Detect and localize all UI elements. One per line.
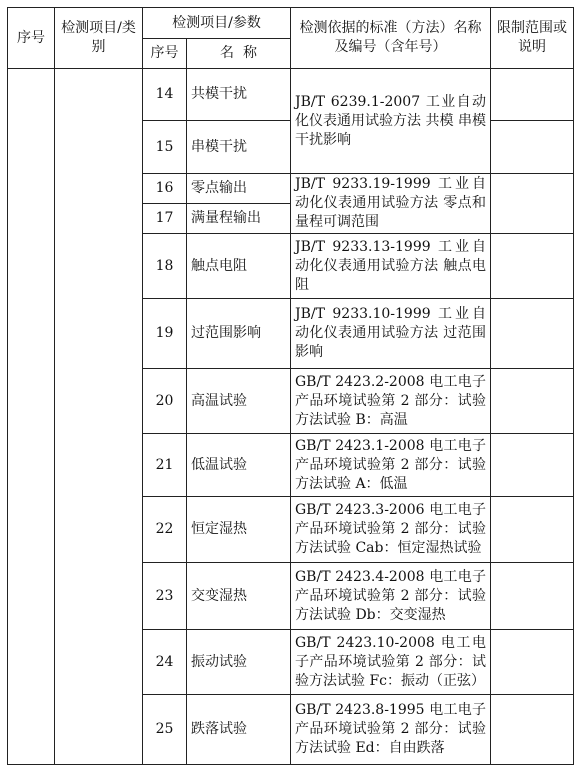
standard-cell: GB/T 2423.1-2008 电工电子产品环境试验第 2 部分：试验方法试验 A：低温	[291, 434, 491, 497]
row-number: 18	[143, 234, 187, 299]
item-name: 共模干扰	[187, 69, 291, 121]
standard-cell: JB/T 9233.10-1999 工业自动化仪表通用试验方法 过范围影响	[291, 299, 491, 369]
limit-cell	[491, 69, 574, 121]
limit-cell	[491, 234, 574, 299]
item-name: 跌落试验	[187, 695, 291, 765]
item-name: 振动试验	[187, 630, 291, 695]
standard-cell: GB/T 2423.2-2008 电工电子产品环境试验第 2 部分：试验方法试验 B：高温	[291, 369, 491, 434]
item-name: 恒定湿热	[187, 497, 291, 563]
row-number: 24	[143, 630, 187, 695]
row-number: 23	[143, 563, 187, 630]
item-name: 交变湿热	[187, 563, 291, 630]
row-number: 15	[143, 121, 187, 174]
limit-cell	[491, 299, 574, 369]
header-serial: 序号	[8, 8, 55, 69]
row-number: 14	[143, 69, 187, 121]
standard-cell: GB/T 2423.10-2008 电工电子产品环境试验第 2 部分：试验方法试验 Fc：振动（正弦）	[291, 630, 491, 695]
header-limit: 限制范围或说明	[491, 8, 574, 69]
table-row	[8, 69, 574, 121]
limit-cell	[491, 497, 574, 563]
row-number: 21	[143, 434, 187, 497]
header-item-category: 检测项目/类别	[55, 8, 143, 69]
header-sub-name: 名 称	[187, 39, 291, 69]
serial-cell	[8, 69, 55, 765]
header-item-param: 检测项目/参数	[143, 8, 291, 39]
test-items-table	[7, 7, 574, 765]
limit-cell	[491, 369, 574, 434]
row-number: 19	[143, 299, 187, 369]
limit-cell	[491, 630, 574, 695]
item-name: 零点输出	[187, 174, 291, 204]
spec-sheet	[7, 7, 573, 764]
item-name: 满量程输出	[187, 204, 291, 234]
header-row	[8, 8, 574, 39]
item-name: 触点电阻	[187, 234, 291, 299]
row-number: 22	[143, 497, 187, 563]
standard-cell: JB/T 9233.19-1999 工业自动化仪表通用试验方法 零点和量程可调范围	[291, 174, 491, 234]
header-sub-serial: 序号	[143, 39, 187, 69]
row-number: 16	[143, 174, 187, 204]
row-number: 25	[143, 695, 187, 765]
row-number: 20	[143, 369, 187, 434]
item-name: 低温试验	[187, 434, 291, 497]
row-number: 17	[143, 204, 187, 234]
standard-cell: GB/T 2423.8-1995 电工电子产品环境试验第 2 部分：试验方法试验 Ed：自由跌落	[291, 695, 491, 765]
limit-cell	[491, 563, 574, 630]
item-name: 过范围影响	[187, 299, 291, 369]
standard-cell: GB/T 2423.3-2006 电工电子产品环境试验第 2 部分：试验方法试验 Cab：恒定湿热试验	[291, 497, 491, 563]
standard-cell: JB/T 9233.13-1999 工业自动化仪表通用试验方法 触点电阻	[291, 234, 491, 299]
item-name: 高温试验	[187, 369, 291, 434]
limit-cell	[491, 174, 574, 234]
header-standard: 检测依据的标准（方法）名称及编号（含年号）	[291, 8, 491, 69]
limit-cell	[491, 695, 574, 765]
standard-cell: GB/T 2423.4-2008 电工电子产品环境试验第 2 部分：试验方法试验 Db：交变湿热	[291, 563, 491, 630]
standard-cell: JB/T 6239.1-2007 工业自动化仪表通用试验方法 共模 串模干扰影响	[291, 69, 491, 174]
item-name: 串模干扰	[187, 121, 291, 174]
category-cell	[55, 69, 143, 765]
limit-cell	[491, 121, 574, 174]
limit-cell	[491, 434, 574, 497]
